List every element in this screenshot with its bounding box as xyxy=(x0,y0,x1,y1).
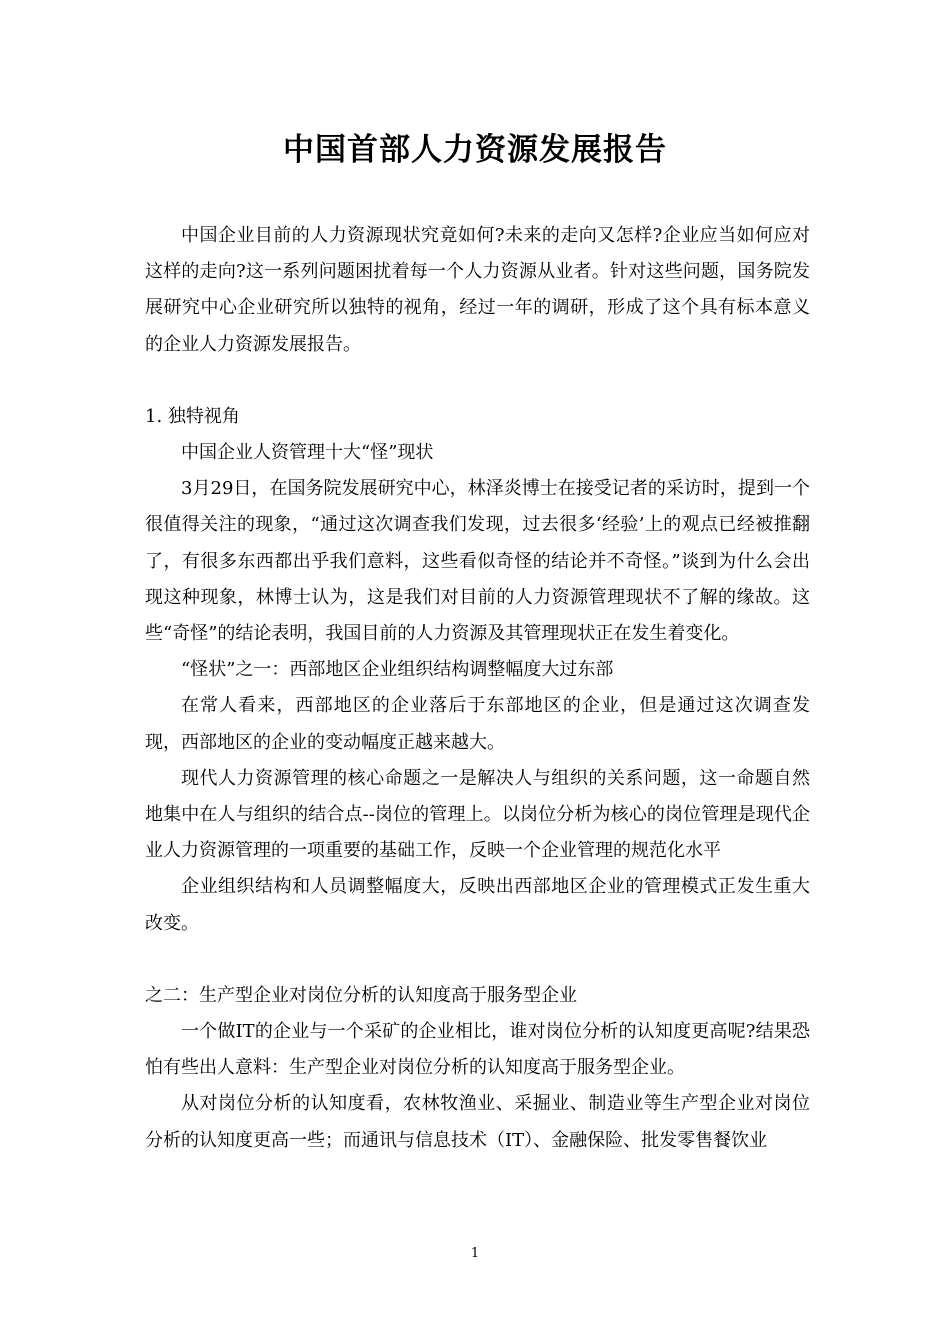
paragraph-it-mining: 一个做IT的企业与一个采矿的企业相比，谁对岗位分析的认知度更高呢?结果恐怕有些出人意料：生产型企业对岗位分析的认知度高于服务型企业。 xyxy=(145,1021,810,1079)
subheading-production-service: 之二：生产型企业对岗位分析的认知度高于服务型企业 xyxy=(145,984,577,1006)
paragraph-gap xyxy=(145,363,810,399)
paragraph-job-management: 现代人力资源管理的核心命题之一是解决人与组织的关系问题，这一命题自然地集中在人与组织的结合点--岗位的管理上。以岗位分析为核心的岗位管理是现代企业人力资源管理的一项重要的基础工作，反映一个企业管理的规范化水平 xyxy=(145,767,810,862)
paragraph-west-change: 在常人看来，西部地区的企业落后于东部地区的企业，但是通过这次调查发现，西部地区的企业的变动幅度正越来越大。 xyxy=(145,695,810,753)
paragraph-interview: 3月29日，在国务院发展研究中心，林泽炎博士在接受记者的采访时，提到一个很值得关注的现象，“通过这次调查我们发现，过去很多‘经验’上的观点已经被推翻了，有很多东西都出乎我们意料，这些看似奇怪的结论并不奇怪。”谈到为什么会出现这种现象，林博士认为，这是我们对目前的人力资源管理现状不了解的缘故。这些“奇怪”的结论表明，我国目前的人力资源及其管理现状正在发生着变化。 xyxy=(145,478,810,645)
subheading-strange-status: 中国企业人资管理十大“怪”现状 xyxy=(181,442,434,464)
section-heading: 1. 独特视角 xyxy=(145,405,240,427)
paragraph-west-adjustment: 企业组织结构和人员调整幅度大，反映出西部地区企业的管理模式正发生重大改变。 xyxy=(145,876,810,934)
subheading-west-east: “怪状”之一：西部地区企业组织结构调整幅度大过东部 xyxy=(181,659,614,681)
document-title: 中国首部人力资源发展报告 xyxy=(283,132,667,168)
page-number: 1 xyxy=(470,1246,480,1261)
document-body xyxy=(145,218,810,1159)
paragraph-industry-awareness: 从对岗位分析的认知度看，农林牧渔业、采掘业、制造业等生产型企业对岗位分析的认知度更高一些；而通讯与信息技术（IT）、金融保险、批发零售餐饮业 xyxy=(145,1093,810,1151)
paragraph-gap xyxy=(145,942,810,978)
intro-paragraph: 中国企业目前的人力资源现状究竟如何?未来的走向又怎样?企业应当如何应对这样的走向?这一系列问题困扰着每一个人力资源从业者。针对这些问题，国务院发展研究中心企业研究所以独特的视角，经过一年的调研，形成了这个具有标本意义的企业人力资源发展报告。 xyxy=(145,225,810,355)
